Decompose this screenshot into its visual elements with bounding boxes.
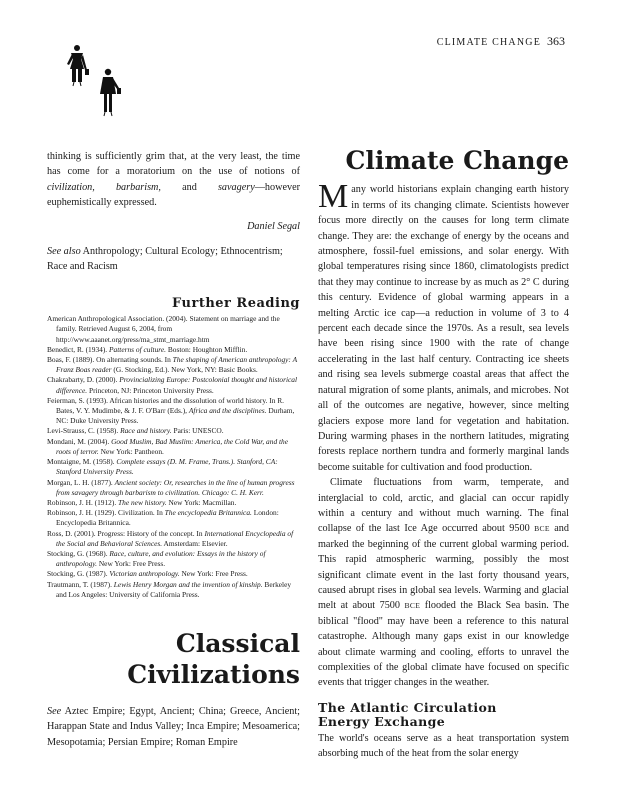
reference-item: Stocking, G. (1987). Victorian anthropology. New York: Free Press. — [47, 569, 248, 579]
continuation-paragraph: thinking is sufficiently grim that, at the very least, the time has come for a moratorium on the use of notions of civilization, barbarism, and savagery—however euphemistically expressed. — [47, 151, 300, 209]
intro-paragraph: Many world historians explain changing earth history in terms of its changing climate. Scientists however focus more directly on the causes for long term climate change. They are: the exchange of energy by the oceans and atmosphere, fossil-fuel emissions, and solar energy. With global temperatures rising since 1860, climatologists predict that they may continue to increase by as much as 2° C during this century. Evidence of global warming appears in a melting Arctic ice cap—a reduction in volume of 3 to 4 percent each decade since the 1970s. As a result, sea levels have been rising since 1900 with the rate of change accelerating in the last half century. Contracting ice sheets and rising sea levels submerge coastal areas that affect the natural migration of some plants, animals, and microbes. Not all of the outcomes are negative, however, since melting glaciers expose more land for vegetation and habitation. During warming phases in the northern latitudes, migrating forests replace northern tundra and formerly marginal lands become suitable for cultivation and food production. — [318, 178, 569, 473]
reference-item: Feierman, S. (1993). African histories and the dissolution of world history. In R. Bates, V. Y. Mudimbe, & J. F. O'Barr (Eds.), Africa and the disciplines. Durham, NC: Duke University Press. — [47, 395, 295, 426]
reference-item: Ross, D. (2001). Progress: History of the concept. In International Encyclopedia of the Social and Behavioral Sciences. Amsterdam: Elsevier. — [47, 528, 294, 548]
see-also: See also Anthropology; Cultural Ecology; Ethnocentrism; Race and Racism — [47, 246, 283, 273]
further-reading-heading: Further Reading — [172, 295, 300, 311]
drop-cap: M — [318, 178, 349, 216]
running-header — [437, 34, 565, 49]
reference-item: American Anthropological Association. (2004). Statement on marriage and the family. Retrieved August 6, 2004, from http://www.aaanet.org/press/ma_stmt_marriage.htm — [47, 314, 280, 344]
reference-item: Morgan, L. H. (1877). Ancient society: Or, researches in the line of human progress from savagery through barbarism to civilization. Chicago: C. H. Kerr. — [47, 477, 295, 497]
classical-civilizations-title: Classical Civilizations — [127, 628, 300, 689]
page-number: 363 — [547, 34, 565, 48]
ocean-paragraph: The world's oceans serve as a heat transportation system absorbing much of the heat from the solar energy — [318, 732, 569, 760]
atlantic-circulation-subheading: The Atlantic Circulation Energy Exchange — [318, 699, 497, 729]
header-section: CLIMATE CHANGE — [436, 37, 541, 48]
reference-item: Trautmann, T. (1987). Lewis Henry Morgan and the invention of kinship. Berkeley and Los Angeles: University of California Press. — [47, 579, 292, 599]
climate-change-title: Climate Change — [345, 146, 569, 175]
reference-list — [47, 314, 300, 600]
classical-see-also: See Aztec Empire; Egypt, Ancient; China; Greece, Ancient; Harappan State and Indus Valley; Inca Empire; Mesoamerica; Mesopotamia; Persian Empire; Roman Empire — [47, 705, 300, 748]
reference-item: Levi-Strauss, C. (1958). Race and history. Paris: UNESCO. — [47, 426, 224, 436]
climate-fluctuations-paragraph: Climate fluctuations from warm, temperate, and interglacial to cold, arctic, and glacial can occur rapidly within a century and without much warning. The final collapse of the last Ice Age occurred about 9500 BCE and marked the beginning of the current global warming period. This rapid atmospheric warming, possibly the most significant climate event in the last forty thousand years, caused abrupt rises in global sea levels. Warming and glacial melt at about 7500 BCE flooded the Black Sea basin. The biblical "flood" may have been a reference to this natural catastrophe. Although many gaps exist in our knowledge about climate warming and cooling, efforts to unravel the complexities of the global climate have focused on specific events that trigger changes in the weather. — [318, 477, 569, 689]
author-signature: Daniel Segal — [247, 220, 300, 232]
reference-item: Boas, F. (1889). On alternating sounds. In The shaping of American anthropology: A Franz Boas reader (G. Stocking, Ed.). New York, NY: Basic Books. — [47, 355, 297, 375]
reference-item: Chakrabarty, D. (2000). Provincializing Europe: Postcolonial thought and historical difference. Princeton, NJ: Princeton University Press. — [47, 375, 298, 395]
left-column — [47, 149, 300, 750]
reference-item: Mondani, M. (2004). Good Muslim, Bad Muslim: America, the Cold War, and the roots of terror. New York: Pantheon. — [47, 436, 289, 456]
right-column — [318, 146, 569, 762]
decorative-figures-illustration — [62, 42, 132, 120]
reference-item: Robinson, J. H. (1912). The new history. New York: Macmillan. — [47, 497, 237, 507]
reference-item: Benedict, R. (1934). Patterns of culture. Boston: Houghton Mifflin. — [47, 344, 248, 354]
reference-item: Robinson, J. H. (1929). Civilization. In The encyclopedia Britannica. London: Encyclopedia Britannica. — [47, 508, 279, 528]
reference-item: Stocking, G. (1968). Race, culture, and evolution: Essays in the history of anthropology. New York: Free Press. — [47, 548, 266, 569]
reference-item: Montaigne, M. (1958). Complete essays (D. M. Frame, Trans.). Stanford, CA: Stanford University Press. — [47, 457, 278, 477]
